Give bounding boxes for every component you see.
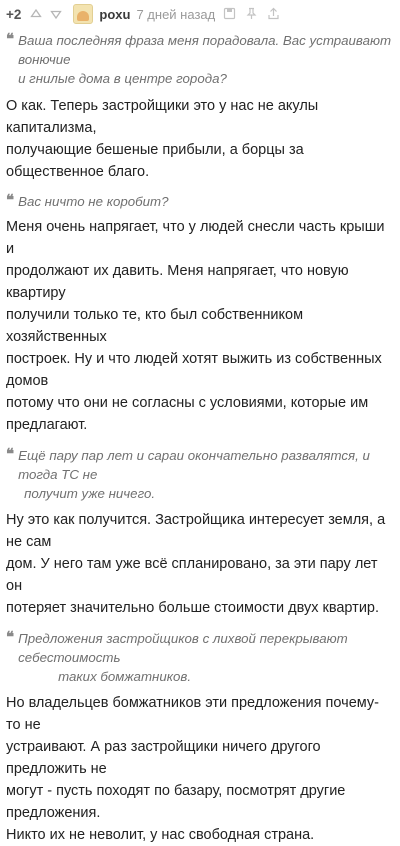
arrow-down-icon[interactable]: [49, 7, 63, 21]
quote-text: Ваша последняя фраза меня порадовала. Вас устраивают вонючие и гнилые дома в центре города?: [18, 33, 392, 86]
quote-text: Предложения застройщиков с лихвой перекрывают себестоимость таких бомжатников.: [18, 631, 348, 684]
arrow-up-icon[interactable]: [29, 7, 43, 21]
comment-paragraph: Ну это как получится. Застройщика интересует земля, а не сам дом. У него там уже всё спланировано, за эти пару лет он потеряет значительно больше стоимости двух квартир.: [6, 512, 386, 616]
quote-icon: ❝: [6, 628, 13, 646]
quote-icon: ❝: [6, 30, 13, 48]
pin-icon[interactable]: [245, 7, 259, 21]
avatar[interactable]: [73, 4, 93, 24]
comment-score: +2: [6, 6, 22, 22]
comment-paragraph: Но владельцев бомжатников эти предложения почему-то не устраивают. А раз застройщики ничего другого предложить не могут - пусть походят по базару, посмотрят другие предложения. Никто их не неволит, у нас свободная страна.: [6, 695, 379, 843]
share-icon[interactable]: [267, 7, 281, 21]
comment-paragraph: Меня очень напрягает, что у людей снесли часть крыши и продолжают их давить. Меня напрягает, что новую квартиру получили только те, кто был собственником хозяйственных построек. Ну и что людей хотят выжить из собственных домов потому что они не согласны с условиями, которые им предлагают.: [6, 219, 385, 433]
comment-header: [6, 0, 392, 28]
quote-icon: ❝: [6, 191, 13, 209]
quote-text: Ещё пару пар лет и сараи окончательно развалятся, и тогда ТС не получит уже ничего.: [18, 448, 370, 501]
quote-icon: ❝: [6, 445, 13, 463]
quote-block: [6, 446, 392, 503]
quote-block: [6, 31, 392, 88]
quote-text: Вас ничто не коробит?: [18, 194, 169, 209]
save-icon[interactable]: [223, 7, 237, 21]
quote-block: [6, 192, 392, 211]
comment-time[interactable]: 7 дней назад: [136, 6, 216, 22]
quote-block: [6, 629, 392, 686]
comment-paragraph: О как. Теперь застройщики это у нас не акулы капитализма, получающие бешеные прибыли, а борцы за общественное благо.: [6, 98, 319, 180]
comment-username[interactable]: poxu: [99, 6, 131, 22]
